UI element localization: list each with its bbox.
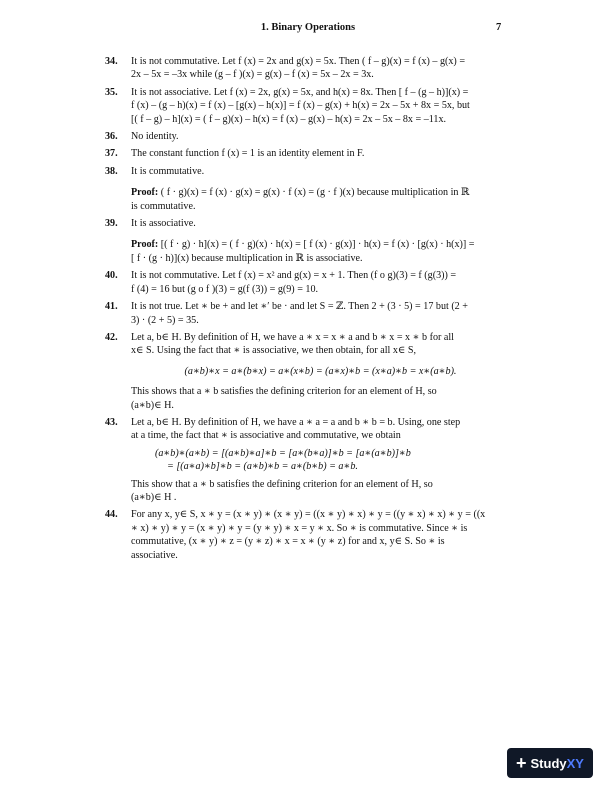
item-text-line: f (4) = 16 but (g o f )(3) = g(f (3)) = g(9) = 10. (131, 283, 319, 295)
proof-text-line: [( f · g) · h](x) = ( f · g)(x) · h(x) = [ f (x) · g(x)] · h(x) = f (x) · [g(x) · h(x)] = (158, 239, 475, 251)
logo-brand-accent: XY (566, 755, 584, 771)
item-number: 36. (105, 131, 118, 143)
item-number: 34. (105, 56, 118, 67)
item-text-line: It is associative. (131, 218, 196, 230)
item-text-line: 2x – 5x = –3x while (g – f )(x) = g(x) – f (x) = 5x – 2x = 3x. (131, 69, 374, 81)
answer-35 (105, 86, 510, 126)
item-number: 41. (105, 301, 118, 313)
logo-brand-main: Study (530, 755, 567, 771)
item-text-line: It is not associative. Let f (x) = 2x, g(x) = 5x, and h(x) = 8x. Then [ f – (g – h)](x) = (131, 86, 469, 98)
answer-39 (105, 217, 510, 265)
display-equation-line-1: (a∗b)∗(a∗b) = [(a∗b)∗a]∗b = [a∗(b∗a)]∗b = [a∗(a∗b)]∗b (155, 447, 411, 459)
logo-wordmark (531, 756, 584, 771)
item-text-line: [( f – g) – h](x) = ( f – g)(x) – h(x) = f (x) – g(x) – h(x) = 2x – 5x – 8x = –11x. (131, 113, 447, 125)
answer-41 (105, 300, 510, 327)
item-number: 42. (105, 331, 118, 343)
item-text-line: (a∗b)∈ H. (131, 399, 174, 411)
page-header-title: 1. Binary Operations (260, 22, 356, 33)
item-number: 38. (105, 165, 118, 177)
item-number: 44. (105, 509, 118, 521)
proof-label: Proof: (131, 187, 159, 199)
item-text-line: x∈ S. Using the fact that ∗ is associative, we then obtain, for all x∈ S, (131, 345, 417, 357)
answer-40 (105, 269, 510, 296)
item-text-line: For any x, y∈ S, x ∗ y = (x ∗ y) ∗ (x ∗ y) = ((x ∗ y) ∗ x) ∗ y = ((y ∗ x) ∗ x) ∗ y = ((x (131, 509, 486, 521)
item-text-line: associative. (131, 549, 178, 561)
item-text-line: The constant function f (x) = 1 is an identity element in F. (131, 148, 365, 160)
proof-block (131, 186, 510, 213)
item-text-line: It is commutative. (131, 165, 205, 177)
item-text-line: It is not commutative. Let f (x) = 2x and g(x) = 5x. Then ( f – g)(x) = f (x) – g(x) = (131, 56, 466, 67)
proof-label: Proof: (131, 239, 159, 251)
item-text-line: Let a, b∈ H. By definition of H, we have a ∗ a = a and b ∗ b = b. Using, one step (131, 416, 461, 428)
item-text-line: at a time, the fact that ∗ is associative and commutative, we obtain (131, 430, 401, 442)
item-text-line: No identity. (131, 131, 179, 143)
item-number: 39. (105, 218, 118, 230)
answer-42 (105, 331, 510, 412)
answer-43 (105, 416, 510, 504)
answer-38 (105, 165, 510, 213)
proof-text-line: ( f · g)(x) = f (x) · g(x) = g(x) · f (x) = (g · f )(x) because multiplication in ℝ (158, 187, 470, 199)
item-text-line: ∗ x) ∗ y) ∗ y = (x ∗ y) ∗ y = (y ∗ y) ∗ x = y ∗ x. So ∗ is commutative. Since ∗ is (131, 522, 468, 534)
answer-44 (105, 508, 510, 562)
plus-icon: + (516, 753, 527, 773)
item-text-line: Let a, b∈ H. By definition of H, we have a ∗ x = x ∗ a and b ∗ x = x ∗ b for all (131, 331, 454, 343)
proof-text-line: [ f · (g · h)](x) because multiplication in ℝ is associative. (131, 252, 363, 264)
item-text-line: It is not commutative. Let f (x) = x² and g(x) = x + 1. Then (f o g)(3) = f (g(3)) = (131, 270, 457, 282)
item-number: 37. (105, 148, 118, 160)
answer-37 (105, 147, 510, 160)
answer-34 (105, 55, 510, 82)
item-text-line: It is not true. Let ∗ be + and let ∗′ be · and let S = ℤ. Then 2 + (3 · 5) = 17 but (2 + (131, 301, 468, 313)
display-equation: (a∗b)∗x = a∗(b∗x) = a∗(x∗b) = (a∗x)∗b = (x∗a)∗b = x∗(a∗b). (184, 365, 457, 377)
item-number: 35. (105, 86, 118, 98)
display-equation-line-2: = [(a∗a)∗b]∗b = (a∗b)∗b = a∗(b∗b) = a∗b. (167, 461, 358, 473)
item-text-line: f (x) – (g – h)(x) = f (x) – [g(x) – h(x)] = f (x) – g(x) + h(x) = 2x – 5x + 8x = 5x, but (131, 100, 470, 112)
page-number: 7 (496, 22, 502, 33)
item-number: 40. (105, 270, 118, 282)
item-text-line: This show that a ∗ b satisfies the defining criterion for an element of H, so (131, 478, 433, 490)
item-text-line: (a∗b)∈ H . (131, 491, 177, 503)
item-text-line: This shows that a ∗ b satisfies the defining criterion for an element of H, so (131, 386, 437, 398)
answer-36 (105, 130, 510, 143)
item-text-line: 3) · (2 + 5) = 35. (131, 314, 199, 326)
studyxy-logo[interactable] (507, 748, 593, 778)
document-body (105, 55, 510, 566)
item-number: 43. (105, 416, 118, 428)
item-text-line: commutative, (x ∗ y) ∗ z = (y ∗ z) ∗ x = x ∗ (y ∗ z) for and x, y∈ S. So ∗ is (131, 536, 445, 548)
proof-block (131, 238, 510, 265)
proof-text-line: is commutative. (131, 200, 196, 212)
